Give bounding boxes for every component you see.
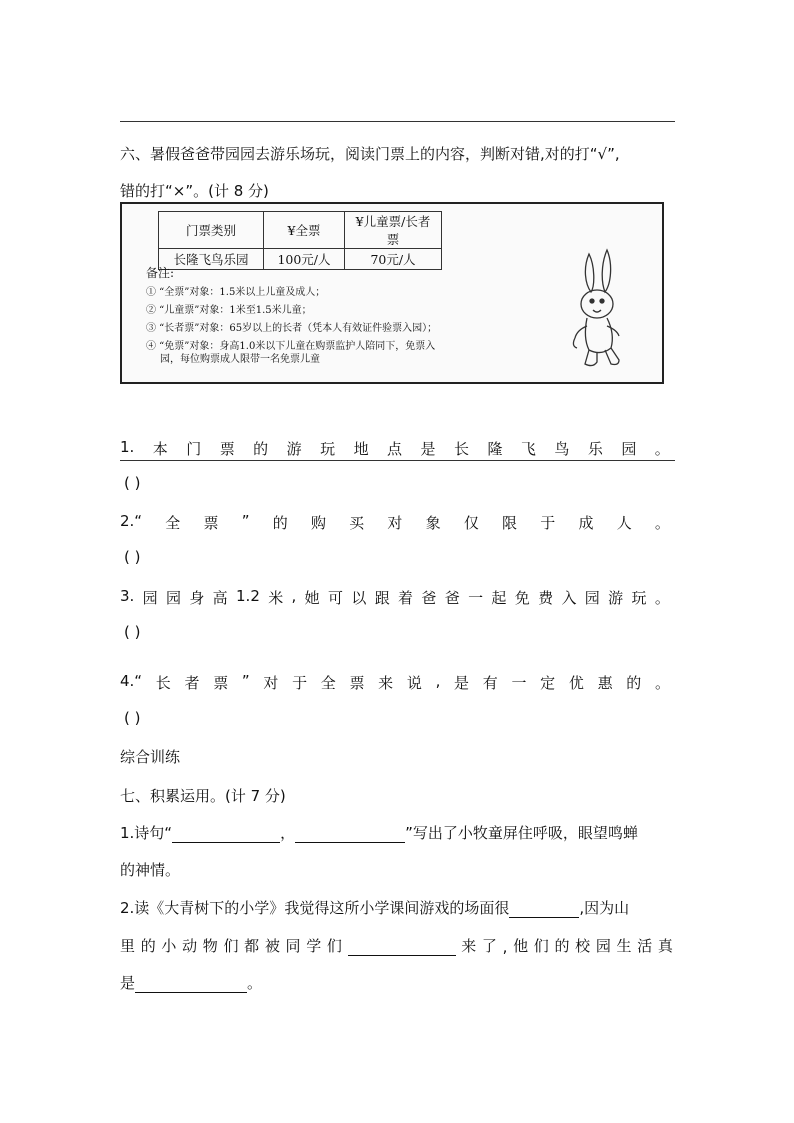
note-item: ③ “长者票”对象：65岁以上的长者（凭本人有效证件验票入园）； [146,323,438,334]
q-char: 的 [253,440,269,458]
q-char: 游 [608,589,624,607]
table-cell: 70元/人 [345,249,442,270]
q-char: 本 [152,440,168,458]
question-1 [120,438,670,459]
q-char: 是 [454,674,470,692]
q-char: 。 [654,514,670,532]
answer-blank-2[interactable]: ( ) [124,548,141,566]
q-char: 优 [568,674,584,692]
q-char: 飞 [520,440,536,458]
q-char: 们 [326,937,342,955]
q-char: 动 [182,937,198,955]
q-char: 免 [514,589,530,607]
q-char: , [502,938,508,956]
q-char: 园 [142,589,158,607]
q-char: 人 [616,514,632,532]
q2-blank-1[interactable] [509,901,579,918]
q-char: 爸 [421,589,437,607]
q-char: 象 [425,514,441,532]
q-char: 里 [120,937,136,955]
q-char: 都 [244,937,260,955]
table-header-cell: ¥全票 [264,212,345,249]
table-cell: 长隆飞鸟乐园 [159,249,264,270]
note-item: 园，每位购票成人限带一名免票儿童 [160,354,320,365]
q-char: 着 [398,589,414,607]
ticket-price-table [158,211,442,270]
q-char: 长 [155,674,171,692]
q-char: 们 [223,937,239,955]
q-char: 高 [212,589,228,607]
q-char: 的 [140,937,156,955]
q-char: 了 [481,937,497,955]
section7-q2-line2 [120,935,673,956]
notes-label: 备注: [146,266,175,280]
q-char: 票 [219,440,235,458]
q-char: 定 [540,674,556,692]
q-char: 来 [378,674,394,692]
q-char: 园 [165,589,181,607]
ticket-image [120,202,664,384]
q-char: 1.2 [236,587,260,605]
q-char: 对 [387,514,403,532]
q2-suffix: ,因为山 [579,899,630,917]
q-char: 以 [351,589,367,607]
rabbit-illustration [567,246,633,374]
q2-line3-suffix: 。 [247,974,263,992]
q-char: 玩 [320,440,336,458]
section7-title: 七、积累运用。(计 7 分) [120,787,286,805]
q1-blank-2[interactable] [295,826,405,843]
header-rule [120,121,675,122]
q-char: 费 [538,589,554,607]
q2-blank-3[interactable] [135,976,247,993]
q-char: 园 [595,937,611,955]
q2-blank-2[interactable] [348,939,456,956]
q-char: 惠 [597,674,613,692]
q-char: 的 [554,937,570,955]
q-char: 可 [328,589,344,607]
question-1-underline [120,460,675,461]
q-char: 被 [264,937,280,955]
section7-q1-line2: 的神情。 [120,861,181,879]
q1-prefix: 1.诗句“ [120,824,173,842]
q-char: 于 [292,674,308,692]
q-char: 她 [304,589,320,607]
q-char: 小 [161,937,177,955]
q-char: 的 [626,674,642,692]
q-char: 身 [189,589,205,607]
q-char: 隆 [487,440,503,458]
q-char: 。 [654,589,670,607]
note-item: ① “全票”对象：1.5米以上儿童及成人； [146,287,326,298]
q-char: 们 [533,937,549,955]
section7-q1 [120,822,638,843]
q-char: 他 [513,937,529,955]
answer-blank-1[interactable]: ( ) [124,474,141,492]
table-header-cell: 门票类别 [159,212,264,249]
q-char: 票 [203,514,219,532]
q-char: 。 [654,440,670,458]
q-char: 限 [502,514,518,532]
q2-prefix: 2.读《大青树下的小学》我觉得这所小学课间游戏的场面很 [120,899,510,917]
q-char: ” [241,672,250,690]
q-char: 者 [184,674,200,692]
q-char: 一 [511,674,527,692]
question-2 [120,512,670,533]
q-char: 乐 [587,440,603,458]
q-char: 园 [621,440,637,458]
section7-q2-line3 [120,972,262,993]
q-char: 买 [349,514,365,532]
q-char: 跟 [374,589,390,607]
q-char: 长 [453,440,469,458]
q-char: 真 [657,937,673,955]
q-char: ” [241,512,250,530]
note-item: ④ “免票”对象：身高1.0米以下儿童在购票监护人陪同下，免票入 [146,341,436,352]
q-char: 票 [349,674,365,692]
q-char: 全 [165,514,181,532]
q-char: 的 [272,514,288,532]
q-char: 全 [320,674,336,692]
table-cell: 100元/人 [264,249,345,270]
section-heading: 综合训练 [120,748,181,766]
section6-title-line1: 六、暑假爸爸带园园去游乐场玩，阅读门票上的内容，判断对错,对的打“√”, [120,145,620,163]
q-char: 有 [482,674,498,692]
q-char: 生 [616,937,632,955]
table-header-cell: ¥儿童票/长者票 [345,212,442,249]
q-char: 园 [584,589,600,607]
q-char: 学 [306,937,322,955]
q-char: 购 [310,514,326,532]
question-4 [120,672,670,693]
answer-blank-3[interactable]: ( ) [124,623,141,641]
q-char: 2.“ [120,512,143,530]
q-char: 爸 [444,589,460,607]
q-char: 米 [268,589,284,607]
q-char: 玩 [631,589,647,607]
q-char: 起 [491,589,507,607]
q-char: 。 [654,674,670,692]
q-char: 成 [578,514,594,532]
section6-title-line2: 错的打“×”。(计 8 分) [120,182,269,200]
q-char: 地 [353,440,369,458]
q-char: 于 [540,514,556,532]
q-char: 点 [387,440,403,458]
q-char: 仅 [463,514,479,532]
q2-line3-prefix: 是 [120,974,136,992]
q-char: 来 [461,937,477,955]
answer-blank-4[interactable]: ( ) [124,709,141,727]
q-char: 入 [561,589,577,607]
q-char: 1. [120,438,135,456]
q-char: , [291,587,297,605]
ticket-notes [146,264,437,369]
q-char: 物 [202,937,218,955]
table-header-row [159,212,442,249]
q1-suffix: ”写出了小牧童屏住呼吸，眼望鸣蝉 [405,824,638,842]
q-char: 对 [263,674,279,692]
q-char: 同 [285,937,301,955]
q-char: 一 [468,589,484,607]
q-char: 4.“ [120,672,143,690]
q-char: 校 [575,937,591,955]
q-char: 鸟 [554,440,570,458]
q-char: 活 [637,937,653,955]
note-item: ② “儿童票”对象：1米至1.5米儿童； [146,305,312,316]
q-char: 游 [286,440,302,458]
q-char: 说 [406,674,422,692]
question-3 [120,587,670,608]
q-char: 票 [213,674,229,692]
q1-blank-1[interactable] [172,826,280,843]
q-char: 是 [420,440,436,458]
q-char: 3. [120,587,135,605]
q1-comma: ， [280,824,296,842]
q-char: , [435,672,441,690]
section7-q2-line1 [120,897,629,918]
q-char: 门 [186,440,202,458]
